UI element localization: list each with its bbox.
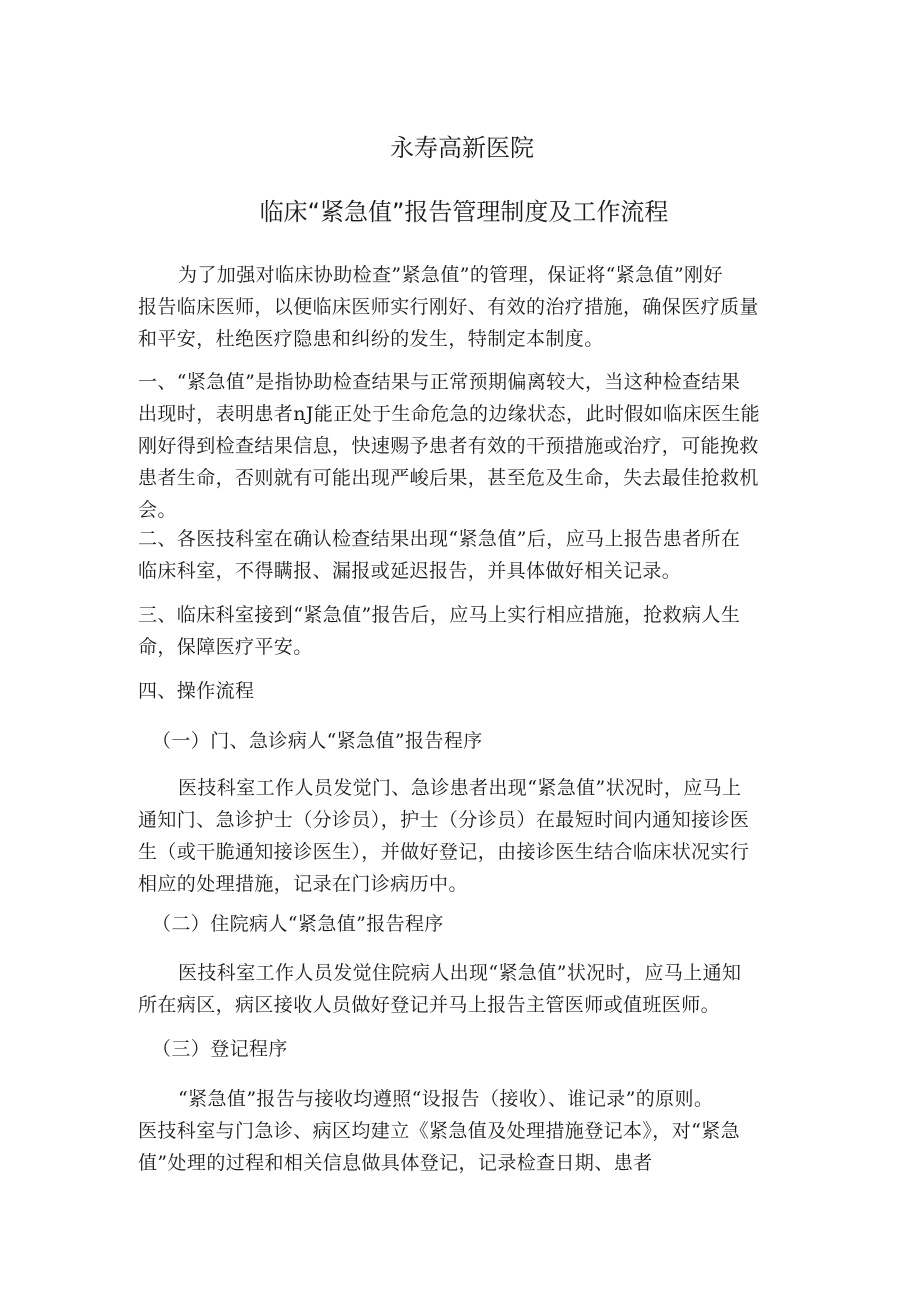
section-1-paragraph: [138, 366, 788, 526]
intro-line: 和平安，杜绝医疗隐患和纠纷的发生，特制定本制度。: [138, 328, 604, 350]
section-1-line: 刚好得到检查结果信息，快速赐予患者有效的干预措施或治疗，可能挽救: [138, 435, 759, 457]
sub-1-heading: [138, 725, 788, 757]
sub-1-paragraph: [138, 772, 788, 900]
section-1-line: 会。: [138, 499, 177, 521]
sub-2-heading: [138, 908, 788, 940]
sub-3-heading-text: （三）登记程序: [152, 1038, 288, 1060]
section-4-heading: [138, 675, 788, 707]
section-2-paragraph: [138, 523, 788, 587]
section-1-line: 一、“紧急值”是指协助检查结果与正常预期偏离较大，当这种检查结果: [138, 371, 741, 393]
section-2-line: 临床科室，不得瞒报、漏报或延迟报告，并具体做好相关记录。: [138, 560, 682, 582]
document-title: 临床“紧急值”报告管理制度及工作流程: [259, 198, 669, 226]
sub-3-line: “紧急值”报告与接收均遵照“设报告（接收）、谁记录”的原则。: [178, 1088, 714, 1110]
sub-2-heading-text: （二）住院病人“紧急值”报告程序: [152, 913, 444, 935]
section-1-line: 患者生命，否则就有可能出现严峻后果，甚至危及生命，失去最佳抢救机: [138, 467, 759, 489]
sub-3-line: 医技科室与门急诊、病区均建立《紧急值及处理措施登记本》，对“紧急: [138, 1120, 741, 1142]
section-3-line: 命，保障医疗平安。: [138, 636, 313, 658]
sub-1-line: 相应的处理措施，记录在门诊病历中。: [138, 873, 468, 895]
section-2-line: 二、各医技科室在确认检查结果出现“紧急值”后，应马上报告患者所在: [138, 528, 741, 550]
sub-3-line: 值”处理的过程和相关信息做具体登记，记录检查日期、患者: [138, 1152, 653, 1174]
sub-1-line: 通知门、急诊护士（分诊员），护士（分诊员）在最短时间内通知接诊医: [138, 809, 750, 831]
sub-3-paragraph: [138, 1083, 788, 1179]
section-4-heading-text: 四、操作流程: [138, 680, 255, 702]
intro-line: 报告临床医师，以便临床医师实行刚好、有效的治疗措施，确保医疗质量: [138, 296, 759, 318]
section-1-line: 出现时，表明患者nJ能正处于生命危急的边缘状态，此时假如临床医生能: [138, 403, 761, 425]
intro-line: 为了加强对临床协助检查”紧急值”的管理，保证将“紧急值”刚好: [178, 264, 723, 286]
sub-2-line: 医技科室工作人员发觉住院病人出现“紧急值”状况时，应马上通知: [178, 962, 742, 984]
sub-3-heading: [138, 1033, 788, 1065]
section-3-paragraph: [138, 599, 788, 663]
sub-1-line: 生（或干脆通知接诊医生），并做好登记，由接诊医生结合临床状况实行: [138, 841, 750, 863]
hospital-name: 永寿高新医院: [390, 134, 534, 162]
sub-2-line: 所在病区，病区接收人员做好登记并马上报告主管医师或值班医师。: [138, 994, 721, 1016]
sub-2-paragraph: [138, 957, 788, 1021]
intro-paragraph: [138, 259, 788, 355]
sub-1-heading-text: （一）门、急诊病人“紧急值”报告程序: [152, 730, 483, 752]
sub-1-line: 医技科室工作人员发觉门、急诊患者出现“紧急值”状况时，应马上: [178, 777, 742, 799]
section-3-line: 三、临床科室接到“紧急值”报告后，应马上实行相应措施，抢救病人生: [138, 604, 741, 626]
